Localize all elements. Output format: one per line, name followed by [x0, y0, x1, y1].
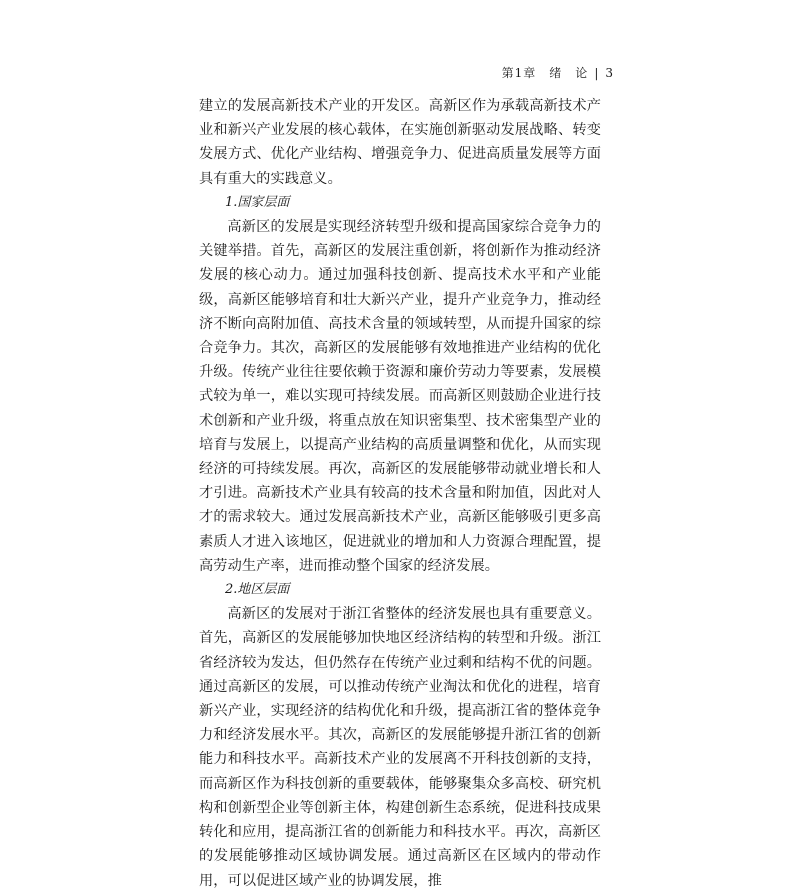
- continued-paragraph: 建立的发展高新技术产业的开发区。高新区作为承载高新技术产业和新兴产业发展的核心载体，在实施创新驱动发展战略、转变发展方式、优化产业结构、增强竞争力、促进高质量发展等方面具有重大的实践意义。: [199, 98, 601, 187]
- header-separator: |: [594, 66, 600, 80]
- paragraph-regional: 高新区的发展对于浙江省整体的经济发展也具有重要意义。首先，高新区的发展能够加快地区经济结构的转型和升级。浙江省经济较为发达，但仍然存在传统产业过剩和结构不优的问题。通过高新区的发展，可以推动传统产业淘汰和优化的进程，培育新兴产业，实现经济的结构优化和升级，提高浙江省的整体竞争力和经济发展水平。其次，高新区的发展能够提升浙江省的创新能力和科技水平。高新技术产业的发展离不开科技创新的支持，而高新区作为科技创新的重要载体，能够聚集众多高校、研究机构和创新型企业等创新主体，构建创新生态系统，促进科技成果转化和应用，提高浙江省的创新能力和科技水平。再次，高新区的发展能够推动区域协调发展。通过高新区在区域内的带动作用，可以促进区域产业的协调发展，推: [199, 606, 601, 889]
- chapter-title: 第1章 绪 论: [501, 66, 589, 80]
- section-heading-regional: 2.地区层面: [225, 582, 290, 598]
- page-number: 3: [605, 66, 614, 80]
- section-heading-national: 1.国家层面: [225, 194, 290, 210]
- paragraph-national: 高新区的发展是实现经济转型升级和提高国家综合竞争力的关键举措。首先，高新区的发展注重创新，将创新作为推动经济发展的核心动力。通过加强科技创新、提高技术水平和产业能级，高新区能够培育和壮大新兴产业，提升产业竞争力，推动经济不断向高附加值、高技术含量的领域转型，从而提升国家的综合竞争力。其次，高新区的发展能够有效地推进产业结构的优化升级。传统产业往往要依赖于资源和廉价劳动力等要素，发展模式较为单一，难以实现可持续发展。而高新区则鼓励企业进行技术创新和产业升级，将重点放在知识密集型、技术密集型产业的培育与发展上，以提高产业结构的高质量调整和优化，从而实现经济的可持续发展。再次，高新区的发展能够带动就业增长和人才引进。高新技术产业具有较高的技术含量和附加值，因此对人才的需求较大。通过发展高新技术产业，高新区能够吸引更多高素质人才进入该地区，促进就业的增加和人力资源合理配置，提高劳动生产率，进而推动整个国家的经济发展。: [199, 219, 601, 574]
- running-header: [502, 64, 614, 81]
- page-body: [199, 94, 601, 893]
